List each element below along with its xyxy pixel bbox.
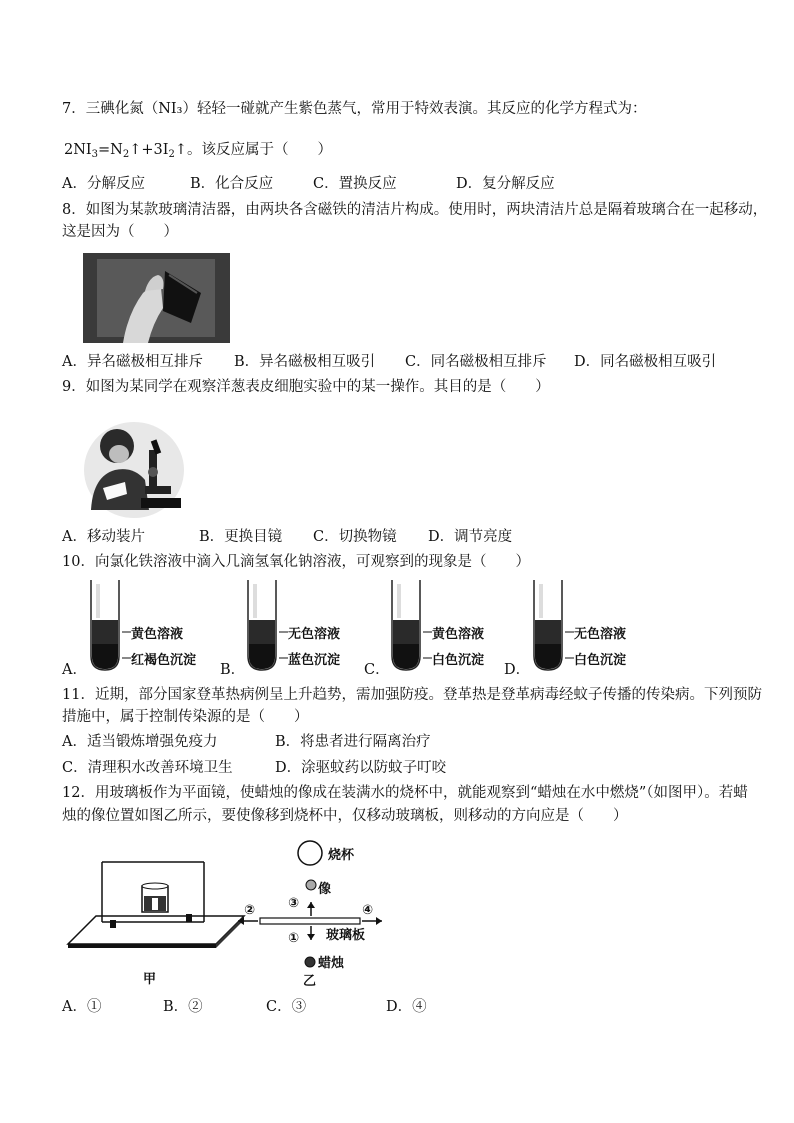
tube-c-top-label: 黄色溶液 — [432, 627, 485, 642]
q10-option-a-letter: A． — [62, 662, 87, 678]
test-tube-c — [389, 580, 423, 672]
q11-stem-line1: 11．近期，部分国家登革热病例呈上升趋势，需加强防疫。登革热是登革病毒经蚊子传播的传染病。下列预防 — [62, 687, 762, 703]
q8-stem-line2: 这是因为（ ） — [62, 224, 178, 240]
q9-option-a[interactable]: A．移动装片 — [62, 529, 145, 545]
q12-option-a[interactable]: A．① — [62, 999, 102, 1015]
tube-d-bottom-label: 白色沉淀 — [574, 653, 627, 668]
q7-equation: $2NI_3=N_2↑+3I_2↑$。该反应属于（ ） — [64, 142, 333, 160]
student-microscope-illustration — [83, 410, 185, 518]
q10-option-b-letter: B． — [220, 662, 246, 678]
microscope-student-photo — [83, 410, 185, 518]
q11-stem-line2: 措施中，属于控制传染源的是（ ） — [62, 709, 309, 725]
q9-stem: 9．如图为某同学在观察洋葱表皮细胞实验中的某一操作。其目的是（ ） — [62, 379, 550, 395]
tube-c-bottom-label: 白色沉淀 — [432, 653, 485, 668]
arrow-2-label: ② — [244, 903, 256, 918]
q11-option-d[interactable]: D．涂驱蚊药以防蚊子叮咬 — [275, 760, 447, 776]
q8-option-d[interactable]: D．同名磁极相互吸引 — [574, 354, 717, 370]
arrow-1-label: ① — [288, 931, 300, 946]
q8-option-b[interactable]: B．异名磁极相互吸引 — [234, 354, 376, 370]
q10-stem: 10．向氯化铁溶液中滴入几滴氢氧化钠溶液，可观察到的现象是（ ） — [62, 554, 530, 570]
q12-option-c[interactable]: C．③ — [266, 999, 307, 1015]
q12-stem-line1: 12．用玻璃板作为平面镜，使蜡烛的像成在装满水的烧杯中，就能观察到“蜡烛在水中燃烧”（如图甲）。若蜡 — [62, 785, 748, 801]
q7-option-b[interactable]: B．化合反应 — [190, 176, 274, 192]
q9-option-d[interactable]: D．调节亮度 — [428, 529, 513, 545]
q9-option-c[interactable]: C．切换物镜 — [313, 529, 397, 545]
figure-yi-label: 乙 — [303, 974, 317, 989]
test-tube-a — [88, 580, 122, 672]
q10-option-d-letter: D． — [504, 662, 531, 678]
beaker-label: 烧杯 — [328, 848, 355, 863]
q7-option-d[interactable]: D．复分解反应 — [456, 176, 555, 192]
q8-option-c[interactable]: C．同名磁极相互排斥 — [405, 354, 547, 370]
q7-option-c[interactable]: C．置换反应 — [313, 176, 397, 192]
q8-stem-line1: 8．如图为某款玻璃清洁器，由两块各含磁铁的清洁片构成。使用时，两块清洁片总是隔着玻璃合在一起移动， — [62, 202, 768, 218]
q12-option-d[interactable]: D．④ — [386, 999, 427, 1015]
q12-option-b[interactable]: B．② — [163, 999, 203, 1015]
q7-option-a[interactable]: A．分解反应 — [62, 176, 145, 192]
tube-b-bottom-label: 蓝色沉淀 — [288, 653, 341, 668]
arrow-3-label: ③ — [288, 896, 300, 911]
candle-label: 蜡烛 — [318, 956, 345, 971]
tube-a-bottom-label: 红褐色沉淀 — [131, 653, 197, 668]
q11-option-b[interactable]: B．将患者进行隔离治疗 — [275, 734, 431, 750]
q10-option-c-letter: C． — [364, 662, 390, 678]
glass-label: 玻璃板 — [326, 928, 366, 943]
q12-stem-line2: 烛的像位置如图乙所示，要使像移到烧杯中，仅移动玻璃板，则移动的方向应是（ ） — [62, 808, 628, 824]
beaker-circle — [298, 841, 322, 865]
image-dot — [306, 880, 316, 890]
image-label: 像 — [318, 882, 332, 897]
tube-b-top-label: 无色溶液 — [288, 627, 341, 642]
figure-jia-label: 甲 — [143, 972, 157, 987]
arrow-4-label: ④ — [362, 903, 374, 918]
tube-d-top-label: 无色溶液 — [574, 627, 627, 642]
glass-cleaner-photo — [83, 253, 230, 343]
q11-option-a[interactable]: A．适当锻炼增强免疫力 — [62, 734, 218, 750]
hand-cleaner-illustration — [83, 253, 230, 343]
q11-option-c[interactable]: C．清理积水改善环境卫生 — [62, 760, 233, 776]
q7-stem: 7．三碘化氮（NI₃）轻轻一碰就产生紫色蒸气，常用于特效表演。其反应的化学方程式为： — [62, 101, 647, 117]
figure-jia-setup — [66, 852, 246, 952]
tube-a-top-label: 黄色溶液 — [131, 627, 184, 642]
q9-option-b[interactable]: B．更换目镜 — [199, 529, 283, 545]
test-tube-d — [531, 580, 565, 672]
test-tube-b — [245, 580, 279, 672]
candle-dot — [305, 957, 315, 967]
q8-option-a[interactable]: A．异名磁极相互排斥 — [62, 354, 203, 370]
